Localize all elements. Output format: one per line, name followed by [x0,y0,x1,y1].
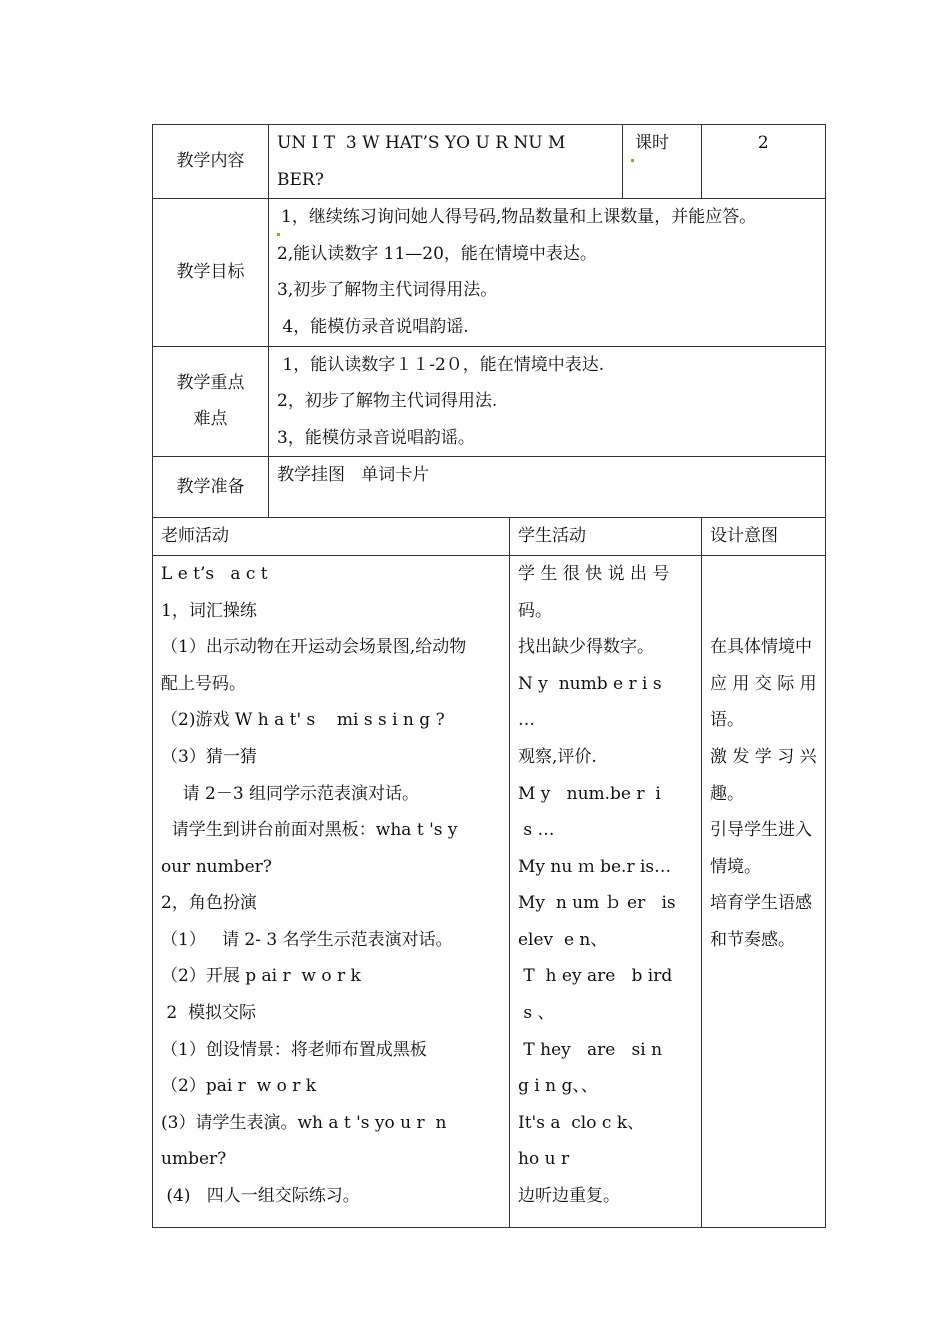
key-point-item-2: 2，初步了解物主代词得用法. [277,391,498,412]
key-points-label [153,346,269,457]
teacher-activity-line: L e t’s a c t [161,563,268,584]
design-intent-line: 应 用 交 际 用 [710,673,817,694]
design-intent-line: 趣。 [710,783,744,804]
unit-title-cell [269,125,623,199]
design-intent-line: 在具体情境中 [710,637,812,658]
goals-label: 教学目标 [153,199,269,346]
teacher-activity-line: （3）猜一猜 [161,746,257,767]
content-label: 教学内容 [153,125,269,199]
text-marker [631,159,634,162]
key-points-label-line-1: 教学重点 [176,372,245,393]
goal-item-3: 3,初步了解物主代词得用法。 [277,280,498,301]
goal-item-4: 4，能模仿录音说唱韵谣. [277,316,469,337]
key-points-cell [269,346,826,457]
unit-title-line-1: UN Ⅰ T 3 W HAT’S YO U R NU M [277,133,566,153]
student-activity-line: T h ey are b ird [518,966,673,987]
student-activity-line: ho u r [518,1149,570,1170]
lesson-plan-table [152,124,826,1228]
student-activity-line: 边听边重复。 [518,1186,620,1207]
teacher-activity-line: 配上号码。 [161,673,246,694]
teacher-activity-line: (4) 四人一组交际练习。 [161,1186,360,1207]
teacher-activity-header: 老师活动 [153,518,510,556]
goals-cell [269,199,826,346]
student-activity-line: 学 生 很 快 说 出 号 [518,563,670,584]
design-intent-line: 培育学生语感 [710,893,812,914]
teacher-activity-line: 请学生到讲台前面对黑板：wha t 's y [161,820,458,841]
design-intent-line: 激 发 学 习 兴 [710,746,817,767]
teacher-activity-line: 1，词汇操练 [161,600,257,621]
unit-title-line-2: BER? [277,169,324,190]
student-activity-header: 学生活动 [510,518,702,556]
student-activity-line: It's a clo c k、 [518,1112,645,1133]
key-point-item-1: 1，能认读数字１１-2０，能在情境中表达. [277,354,605,375]
design-intent-line: 情境。 [710,856,761,877]
student-activity-line: N y numb e r i s [518,673,662,694]
student-activity-line: 观察,评价. [518,746,597,767]
activity-header-row [153,518,826,556]
teacher-activity-line: （1）出示动物在开运动会场景图,给动物 [161,637,467,658]
design-intent-line [710,556,817,593]
student-activity-line: s 、 [518,1003,555,1024]
student-activity-line: T hey are si n [518,1039,663,1060]
student-activity-line: 码。 [518,600,552,621]
key-points-row [153,346,826,457]
design-intent-line: 语。 [710,710,744,731]
student-activity-line: … [518,710,535,731]
design-intent-cell [702,555,826,1227]
goal-item-2: 2,能认读数字 11—20，能在情境中表达。 [277,243,597,264]
teacher-activity-line: （1）创设情景：将老师布置成黑板 [161,1039,427,1060]
goals-row [153,199,826,346]
student-activity-line: 找出缺少得数字。 [518,637,654,658]
activity-body-row [153,555,826,1227]
teacher-activity-line: 2，角色扮演 [161,893,257,914]
design-intent-line: 引导学生进入 [710,820,812,841]
period-label: 课时 [635,133,669,153]
teacher-activity-line: （1） 请 2- 3 名学生示范表演对话。 [161,929,453,950]
teacher-activity-line: （2）pai r w o r k [161,1076,317,1097]
design-intent-header: 设计意图 [702,518,826,556]
design-intent-line: 和节奏感。 [710,929,795,950]
teacher-activity-cell [153,555,510,1227]
teacher-activity-line: (3）请学生表演。wh a t 's yo u r n [161,1112,447,1133]
goal-item-1: 1，继续练习询问她人得号码,物品数量和上课数量，并能应答。 [277,199,817,236]
student-activity-line: My nu ｍ be.r is… [518,856,672,877]
content-row [153,125,826,199]
student-activity-cell [510,555,702,1227]
student-activity-line: My n um ｂ er is [518,893,676,914]
student-activity-line: elev e n、 [518,929,608,950]
period-value: 2 [702,125,826,199]
prep-text: 教学挂图 单词卡片 [269,457,826,518]
teacher-activity-line: 2 模拟交际 [161,1003,257,1024]
key-point-item-3: 3，能模仿录音说唱韵谣。 [277,427,475,448]
teacher-activity-line: （2）开展 p ai r w o r k [161,966,361,987]
prep-label: 教学准备 [153,457,269,518]
teacher-activity-line: umber? [161,1149,227,1170]
student-activity-line: M y num.be r i [518,783,661,804]
prep-row [153,457,826,518]
period-label-cell [623,125,702,199]
key-points-label-line-2: 难点 [193,409,228,430]
teacher-activity-line: our number? [161,856,272,877]
student-activity-line: g i n g、、 [518,1076,598,1097]
design-intent-line [710,593,817,630]
teacher-activity-line: 请 2－3 组同学示范表演对话。 [161,783,420,804]
student-activity-line: s … [518,820,555,841]
teacher-activity-line: （2)游戏 W h a t' s mi s s i n g ? [161,710,445,731]
